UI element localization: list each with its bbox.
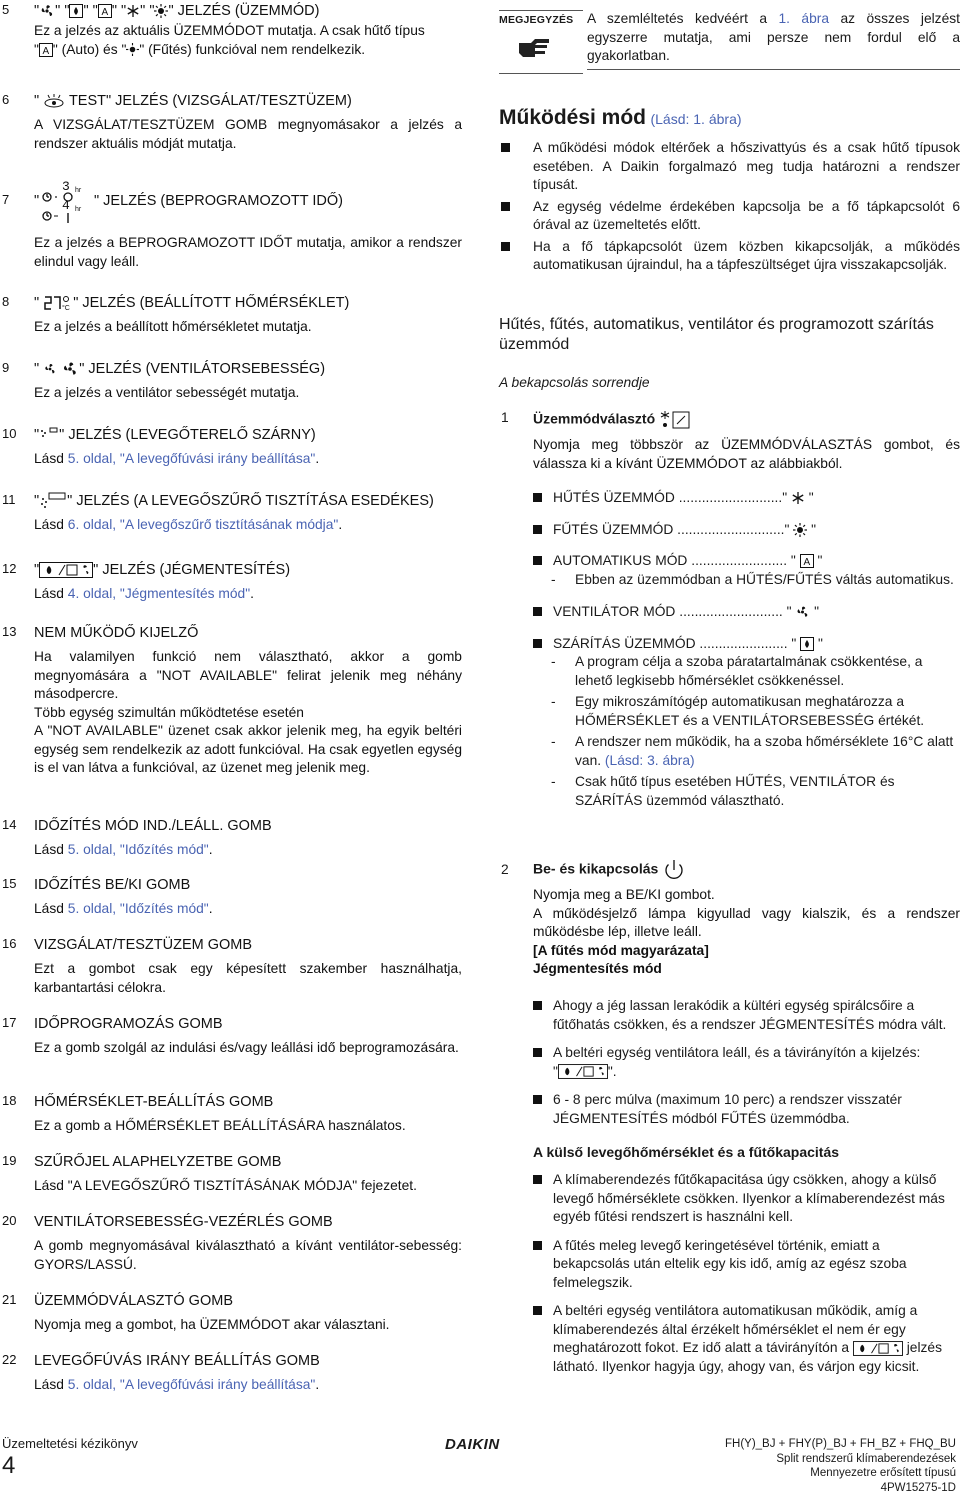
item-number: 16 [2, 936, 17, 951]
auto-mode-icon [98, 4, 112, 18]
item-number: 8 [2, 294, 10, 309]
item-fan-speed [0, 360, 462, 403]
page-number: 4 [2, 1452, 16, 1479]
fan-low-icon [43, 362, 57, 376]
fan-icon [39, 4, 55, 18]
item-body: A gomb megnyomásával kiválasztható a kívánt ventilátor-sebesség: GYORS/LASSÚ. [34, 1238, 462, 1272]
item-mode-select-button [0, 1292, 462, 1335]
sun-icon [154, 4, 168, 18]
item-mode-indicator [0, 2, 462, 59]
item-timer-on-off-button [0, 876, 462, 919]
mode-auto: AUTOMATIKUS MÓD ......................... " A " [499, 552, 960, 571]
step-mode-select [499, 410, 960, 473]
item-number: 12 [2, 561, 17, 576]
svg-text:A: A [42, 45, 50, 57]
item-body: Ez a jelzés a ventilátor sebességét mutatja. [34, 385, 300, 400]
bullet-square-icon [501, 143, 510, 152]
item-heading: " " " " " A " " " " " JELZÉS (ÜZEMMÓD) [34, 3, 320, 19]
item-number: 14 [2, 817, 17, 832]
item-number: 6 [2, 92, 10, 107]
bullet-square-icon [533, 493, 542, 502]
bullet-square-icon [533, 1241, 542, 1250]
item-heading: " °C " JELZÉS (BEÁLLÍTOTT HŐMÉRSÉKLET) [34, 295, 350, 312]
item-test-indicator [0, 92, 462, 153]
page-reference-link[interactable]: 5. oldal, "Időzítés mód" [67, 842, 209, 857]
defrost-icon [39, 562, 93, 578]
mode-list [499, 489, 960, 810]
defrost-list [499, 997, 960, 1128]
item-heading: " " JELZÉS (JÉGMENTESÍTÉS) [34, 562, 291, 578]
inspection-eye-icon [43, 94, 65, 108]
item-temperature-button [0, 1093, 462, 1136]
filter-icon [39, 492, 67, 510]
item-body: Lásd 5. oldal, "Időzítés mód". [34, 901, 213, 916]
operation-notes-list [499, 139, 960, 275]
dash-item: - Csak hűtő típus esetében HŰTÉS, VENTILÁTOR és SZÁRÍTÁS üzemmód választható. [551, 774, 895, 808]
item-heading: " 3 4 hr hr " JELZÉS (BEPROGRAMOZOTT IDŐ) [34, 178, 462, 228]
step-number: 2 [501, 862, 509, 877]
bullet-square-icon [533, 1095, 542, 1104]
dry-mode-icon [69, 4, 83, 18]
item-body: Ez a jelzés az aktuális ÜZEMMÓDOT mutatja. A csak hűtő típus " A " (Auto) és " " (Fűtés) funkcióval nem rendelkezik. [34, 23, 425, 57]
bullet-square-icon [501, 202, 510, 211]
item-heading: ÜZEMMÓDVÁLASZTÓ GOMB [34, 1293, 233, 1309]
bullet-square-icon [533, 1048, 542, 1057]
item-test-button [0, 936, 462, 997]
note-box [499, 0, 960, 72]
item-body: Ez a jelzés a BEPROGRAMOZOTT IDŐT mutatja, amikor a rendszer elindul vagy leáll. [34, 235, 462, 269]
item-programmed-time [0, 178, 462, 271]
outside-temp-heading: A külső levegőhőmérséklet és a fűtőkapacitás [533, 1144, 840, 1160]
list-item: Ahogy a jég lassan lerakódik a kültéri egység spirálcsőire a fűtőhatás csökken, és a rendszer JÉGMENTESÍTÉS módra vált. [499, 997, 960, 1034]
item-number: 20 [2, 1213, 17, 1228]
temperature-display-icon [43, 295, 73, 311]
page-reference-link[interactable]: 5. oldal, "A levegőfúvási irány beállítása" [67, 451, 316, 466]
page-reference-link[interactable]: 5. oldal, "A levegőfúvási irány beállítása" [67, 1377, 316, 1392]
footer-manual-title: Üzemeltetési kézikönyv [2, 1436, 138, 1451]
item-set-temperature [0, 294, 462, 337]
item-number: 9 [2, 360, 10, 375]
defrost-icon [853, 1341, 903, 1356]
item-heading: " TEST" JELZÉS (VIZSGÁLAT/TESZTÜZEM) [34, 93, 352, 109]
item-body: Nyomja meg a gombot, ha ÜZEMMÓDOT akar választani. [34, 1317, 390, 1332]
subheading: Hűtés, fűtés, automatikus, ventilátor és programozott szárítás üzemmód [499, 316, 934, 353]
item-body: A VIZSGÁLAT/TESZTÜZEM GOMB megnyomásakor a jelzés a rendszer aktuális módját mutatja. [34, 117, 462, 151]
item-heading: NEM MŰKÖDŐ KIJELZŐ [34, 625, 199, 641]
sun-icon [126, 43, 139, 56]
svg-text:hr: hr [75, 206, 82, 213]
item-body: Lásd 5. oldal, "Időzítés mód". [34, 842, 213, 857]
snowflake-icon [791, 491, 805, 505]
item-number: 22 [2, 1352, 17, 1367]
item-number: 5 [2, 2, 10, 17]
item-heading: VIZSGÁLAT/TESZTÜZEM GOMB [34, 937, 253, 953]
mode-cool: HŰTÉS ÜZEMMÓD ..........................." " [499, 489, 960, 508]
dry-mode-icon [800, 637, 814, 651]
item-heading: SZŰRŐJEL ALAPHELYZETBE GOMB [34, 1154, 282, 1170]
bullet-square-icon [533, 556, 542, 565]
sun-icon [793, 523, 807, 537]
item-filter-cleaning [0, 492, 462, 535]
item-number: 19 [2, 1153, 17, 1168]
step-body: Nyomja meg a BE/KI gombot. A működésjelző lámpa kigyullad vagy kialszik, és a rendszer működésbe lép, illetve leáll. [A fűtés mód magyarázata] Jégmentesítés mód [533, 887, 960, 976]
air-flap-icon [39, 427, 59, 443]
item-number: 7 [2, 192, 10, 207]
step-heading: Üzemmódválasztó [533, 410, 960, 430]
item-number: 10 [2, 426, 17, 441]
item-number: 17 [2, 1015, 17, 1030]
item-heading: VENTILÁTORSEBESSÉG-VEZÉRLÉS GOMB [34, 1214, 333, 1230]
footer-model-info: FH(Y)_BJ + FHY(P)_BJ + FH_BZ + FHQ_BU Split rendszerű klímaberendezések Mennyezetre erősített típusú 4PW15275-1D [724, 1438, 956, 1494]
item-heading: LEVEGŐFÚVÁS IRÁNY BEÁLLÍTÁS GOMB [34, 1353, 320, 1369]
item-program-button [0, 1015, 462, 1058]
figure-reference-link[interactable]: (Lásd: 3. ábra) [604, 752, 695, 768]
svg-text:A: A [101, 7, 108, 19]
list-item: A beltéri egység ventilátora automatikusan működik, amíg a klímaberendezés által érzékelt hőmérséklet el nem ér egy meghatározott fokot. Ez idő alatt a távirányítón a jelzés látható. Ilyenkor hagyja úgy, ahogy van, és várjon egy kicsit. [499, 1302, 960, 1376]
svg-text:4: 4 [62, 198, 70, 213]
list-item: A klímaberendezés fűtőkapacitása úgy csökken, ahogy a külső levegő hőmérséklete csökken. Ilyenkor a klímaberendezést más egyéb fűtési rendszert is használni kell. [499, 1171, 960, 1227]
svg-text:hr: hr [75, 187, 82, 194]
item-air-flap [0, 426, 462, 469]
svg-text:A: A [803, 557, 810, 569]
list-item: Az egység védelme érdekében kapcsolja be a fő tápkapcsolót 6 órával az üzemeltetés előtt. [499, 198, 960, 235]
dash-item: - A program célja a szoba páratartalmának csökkentése, a lehető legkisebb hőmérséklet csökkenéssel. [551, 654, 923, 688]
page-reference-link[interactable]: 4. oldal, "Jégmentesítés mód" [67, 586, 251, 601]
item-body: Lásd 4. oldal, "Jégmentesítés mód". [34, 586, 254, 601]
item-body: Ez a gomb szolgál az indulási és/vagy leállási idő beprogramozására. [34, 1040, 459, 1055]
svg-text:°C: °C [62, 305, 71, 312]
item-heading: " " JELZÉS (VENTILÁTORSEBESSÉG) [34, 361, 326, 377]
auto-mode-icon [800, 554, 814, 568]
item-body: Lásd 5. oldal, "A levegőfúvási irány beállítása". [34, 451, 320, 466]
figure-reference-link[interactable]: (Lásd: 1. ábra) [650, 111, 742, 127]
svg-text:3: 3 [62, 179, 70, 194]
fan-icon [795, 605, 810, 619]
mode-fan: VENTILÁTOR MÓD ........................... " " [499, 603, 960, 622]
italic-heading: A bekapcsolás sorrendje [499, 375, 650, 390]
step-heading: Be- és kikapcsolás [533, 858, 960, 882]
step-body: Nyomja meg többször az ÜZEMMÓDVÁLASZTÁS gombot, és válassza ki a kívánt ÜZEMMÓDOT az alábbiakból. [533, 437, 960, 471]
item-heading: " " JELZÉS (A LEVEGŐSZŰRŐ TISZTÍTÁSA ESEDÉKES) [34, 493, 434, 509]
power-icon [662, 858, 686, 882]
item-number: 15 [2, 876, 17, 891]
list-item: 6 - 8 perc múlva (maximum 10 perc) a rendszer visszatér JÉGMENTESÍTÉS módból FŰTÉS üzemmódba. [499, 1091, 960, 1128]
item-timer-mode-button [0, 817, 462, 860]
item-not-operating [0, 624, 462, 778]
pointing-hand-icon [517, 37, 551, 59]
note-text: A szemléltetés kedvéért a 1. ábra az összes jelzést egyszerre mutatja, ami persze nem fordul elő a gyakorlatban. [587, 10, 960, 70]
item-body: Ez a jelzés a beállított hőmérsékletet mutatja. [34, 319, 312, 334]
outside-temp-list [499, 1171, 960, 1376]
item-defrost [0, 561, 462, 604]
item-heading: HŐMÉRSÉKLET-BEÁLLÍTÁS GOMB [34, 1094, 274, 1110]
item-body: Lásd 6. oldal, "A levegőszűrő tisztításának módja". [34, 517, 343, 533]
bullet-square-icon [501, 242, 510, 251]
item-number: 11 [2, 492, 16, 507]
dash-item: - Egy mikroszámítógép automatikusan meghatározza a HŐMÉRSÉKLET és a VENTILÁTORSEBESSÉG értékét. [551, 694, 925, 728]
item-filter-reset-button [0, 1153, 462, 1196]
item-body: Ez a gomb a HŐMÉRSÉKLET BEÁLLÍTÁSÁRA használatos. [34, 1118, 406, 1133]
list-item: Ha a fő tápkapcsolót üzem közben kikapcsolják, a működés automatikusan újraindul, ha a tápfeszültséget újra visszakapcsolják. [499, 238, 960, 275]
list-item: A működési módok eltérőek a hőszivattyús és a csak hűtő típusok esetében. A Daikin forgalmazó meg tudja határozni a rendszer típusát. [499, 139, 960, 195]
step-number: 1 [501, 410, 509, 425]
step-power [499, 858, 960, 979]
defrost-icon [558, 1064, 608, 1079]
item-body: Lásd 5. oldal, "A levegőfúvási irány beállítása". [34, 1377, 320, 1392]
dash-item: - A rendszer nem működik, ha a szoba hőmérséklete 16°C alatt van. (Lásd: 3. ábra) [551, 734, 954, 768]
bullet-square-icon [533, 1001, 542, 1010]
snowflake-icon [126, 4, 140, 18]
item-number: 18 [2, 1093, 17, 1108]
bullet-square-icon [533, 607, 542, 616]
list-item: A fűtés meleg levegő keringetésével történik, emiatt a bekapcsolás után eltelik egy kis idő, amíg az egész szoba felmelegszik. [499, 1237, 960, 1293]
section-title: Működési mód (Lásd: 1. ábra) [499, 106, 742, 129]
note-label-box [499, 10, 583, 74]
mode-dry: SZÁRÍTÁS ÜZEMMÓD ....................... " " [499, 635, 960, 654]
daikin-logo: DAIKIN [445, 1436, 500, 1453]
dash-item: - Ebben az üzemmódban a HŰTÉS/FŰTÉS váltás automatikus. [551, 571, 954, 587]
fan-high-icon [61, 361, 79, 377]
item-airflow-direction-button [0, 1352, 462, 1395]
note-label: MEGJEGYZÉS [499, 14, 574, 26]
item-body: Ezt a gombot csak egy képesített szakember használhatja, karbantartási célokra. [34, 961, 462, 995]
item-number: 13 [2, 624, 17, 639]
bullet-square-icon [533, 639, 542, 648]
timer-display-icon [42, 178, 92, 228]
bullet-square-icon [533, 525, 542, 534]
bullet-square-icon [533, 1306, 542, 1315]
item-number: 21 [2, 1292, 17, 1307]
item-heading: " " JELZÉS (LEVEGŐTERELŐ SZÁRNY) [34, 427, 316, 443]
item-body: Lásd "A LEVEGŐSZŰRŐ TISZTÍTÁSÁNAK MÓDJA" fejezetet. [34, 1178, 417, 1193]
item-body: Ha valamilyen funkció nem választható, akkor a gomb megnyomására a "NOT AVAILABLE" felirat jelenik meg néhány másodpercre. Több egység szimultán működtetése esetén A "NOT AVAILABLE" üzenet csak akkor jelenik meg, ha egyik beltéri egység sem rendelkezik az adott funkcióval. Ha csak egyetlen egység is el van látva a funkcióval, az üzenet meg jelenik meg. [34, 649, 462, 775]
mode-heat: FŰTÉS ÜZEMMÓD ............................" " [499, 521, 960, 540]
item-heading: IDŐPROGRAMOZÁS GOMB [34, 1016, 223, 1032]
list-item: A beltéri egység ventilátora leáll, és a távirányítón a kijelzés: " ". [499, 1044, 960, 1081]
bullet-square-icon [533, 1175, 542, 1184]
figure-reference-link[interactable]: 1. ábra [778, 11, 830, 26]
item-fan-speed-button [0, 1213, 462, 1274]
mode-select-icon [659, 410, 693, 430]
item-heading: IDŐZÍTÉS MÓD IND./LEÁLL. GOMB [34, 818, 272, 834]
item-heading: IDŐZÍTÉS BE/KI GOMB [34, 877, 191, 893]
page-reference-link[interactable]: 6. oldal, "A levegőszűrő tisztításának módja" [67, 517, 339, 533]
page-reference-link[interactable]: 5. oldal, "Időzítés mód" [67, 901, 209, 916]
auto-mode-icon [39, 43, 53, 57]
